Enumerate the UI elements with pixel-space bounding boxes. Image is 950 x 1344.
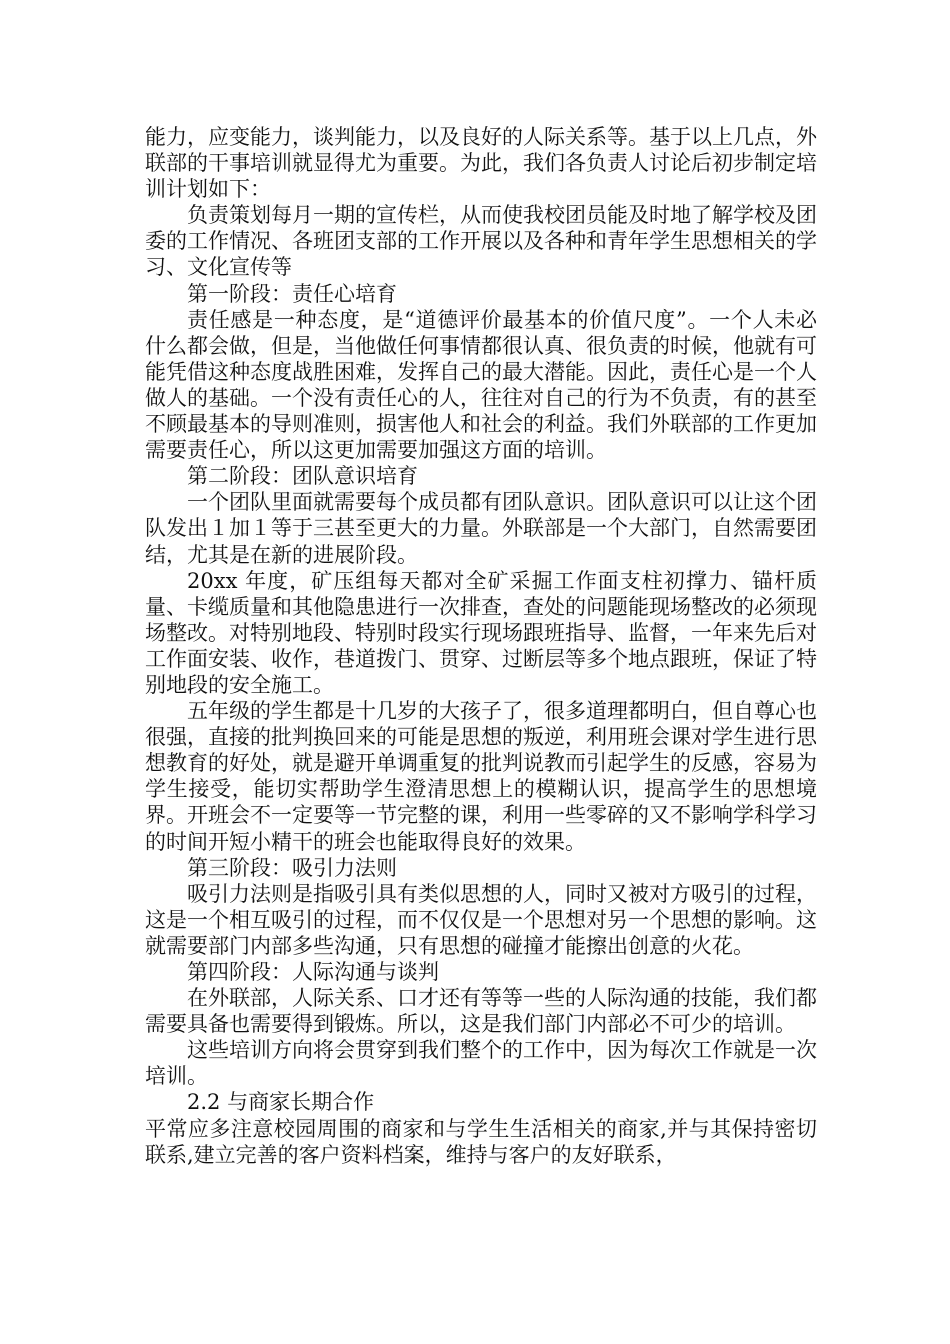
paragraph-10: 平常应多注意校园周围的商家和与学生生活相关的商家,并与其保持密切联系,建立完善的客户资料档案，维持与客户的友好联系， (145, 1116, 817, 1167)
paragraph-7: 吸引力法则是指吸引具有类似思想的人，同时又被对方吸引的过程，这是一个相互吸引的过程，而不仅仅是一个思想对另一个思想的影响。这就需要部门内部多些沟通，只有思想的碰撞才能擦出创意的火花。 (145, 881, 817, 958)
paragraph-3: 责任感是一种态度，是“道德评价最基本的价值尺度”。一个人未必什么都会做，但是，当他做任何事情都很认真、很负责的时候，他就有可能凭借这种态度战胜困难，发挥自己的最大潜能。因此，责任心是一个人做人的基础。一个没有责任心的人，往往对自己的行为不负责，有的甚至不顾最基本的导则准则，损害他人和社会的利益。我们外联部的工作更加需要责任心，所以这更加需要加强这方面的培训。 (145, 307, 817, 463)
section-heading-stage-2: 第二阶段：团队意识培育 (187, 464, 418, 489)
paragraph-9: 这些培训方向将会贯穿到我们整个的工作中，因为每次工作就是一次培训。 (145, 1038, 817, 1089)
paragraph-8: 在外联部，人际关系、口才还有等等一些的人际沟通的技能，我们都需要具备也需要得到锻炼。所以，这是我们部门内部必不可少的培训。 (145, 986, 817, 1037)
paragraph-6: 五年级的学生都是十几岁的大孩子了，很多道理都明白，但自尊心也很强，直接的批判换回来的可能是思想的叛逆，利用班会课对学生进行思想教育的好处，就是避开单调重复的批判说教而引起学生的反感，容易为学生接受，能切实帮助学生澄清思想上的模糊认识，提高学生的思想境界。开班会不一定要等一节完整的课，利用一些零碎的又不影响学科学习的时间开短小精干的班会也能取得良好的效果。 (145, 699, 817, 854)
paragraph-4: 一个团队里面就需要每个成员都有团队意识。团队意识可以让这个团队发出１加１等于三甚至更大的力量。外联部是一个大部门，自然需要团结，尤其是在新的进展阶段。 (145, 490, 817, 567)
section-heading-stage-1: 第一阶段：责任心培育 (187, 281, 397, 306)
paragraph-1: 能力，应变能力，谈判能力，以及良好的人际关系等。基于以上几点，外联部的干事培训就显得尤为重要。为此，我们各负责人讨论后初步制定培训计划如下： (145, 125, 817, 202)
section-heading-stage-3: 第三阶段：吸引力法则 (187, 855, 397, 880)
section-heading-2-2: 2.2 与商家长期合作 (187, 1090, 375, 1115)
document-body (145, 124, 817, 1168)
paragraph-5: 20xx 年度，矿压组每天都对全矿采掘工作面支柱初撑力、锚杆质量、卡缆质量和其他隐患进行一次排查，查处的问题能现场整改的必须现场整改。对特别地段、特别时段实行现场跟班指导、监督，一年来先后对工作面安装、收作，巷道拨门、贯穿、过断层等多个地点跟班，保证了特别地段的安全施工。 (145, 568, 817, 697)
section-heading-stage-4: 第四阶段：人际沟通与谈判 (187, 960, 439, 984)
paragraph-2: 负责策划每月一期的宣传栏，从而使我校团员能及时地了解学校及团委的工作情况、各班团支部的工作开展以及各种和青年学生思想相关的学习、文化宣传等 (145, 203, 817, 280)
